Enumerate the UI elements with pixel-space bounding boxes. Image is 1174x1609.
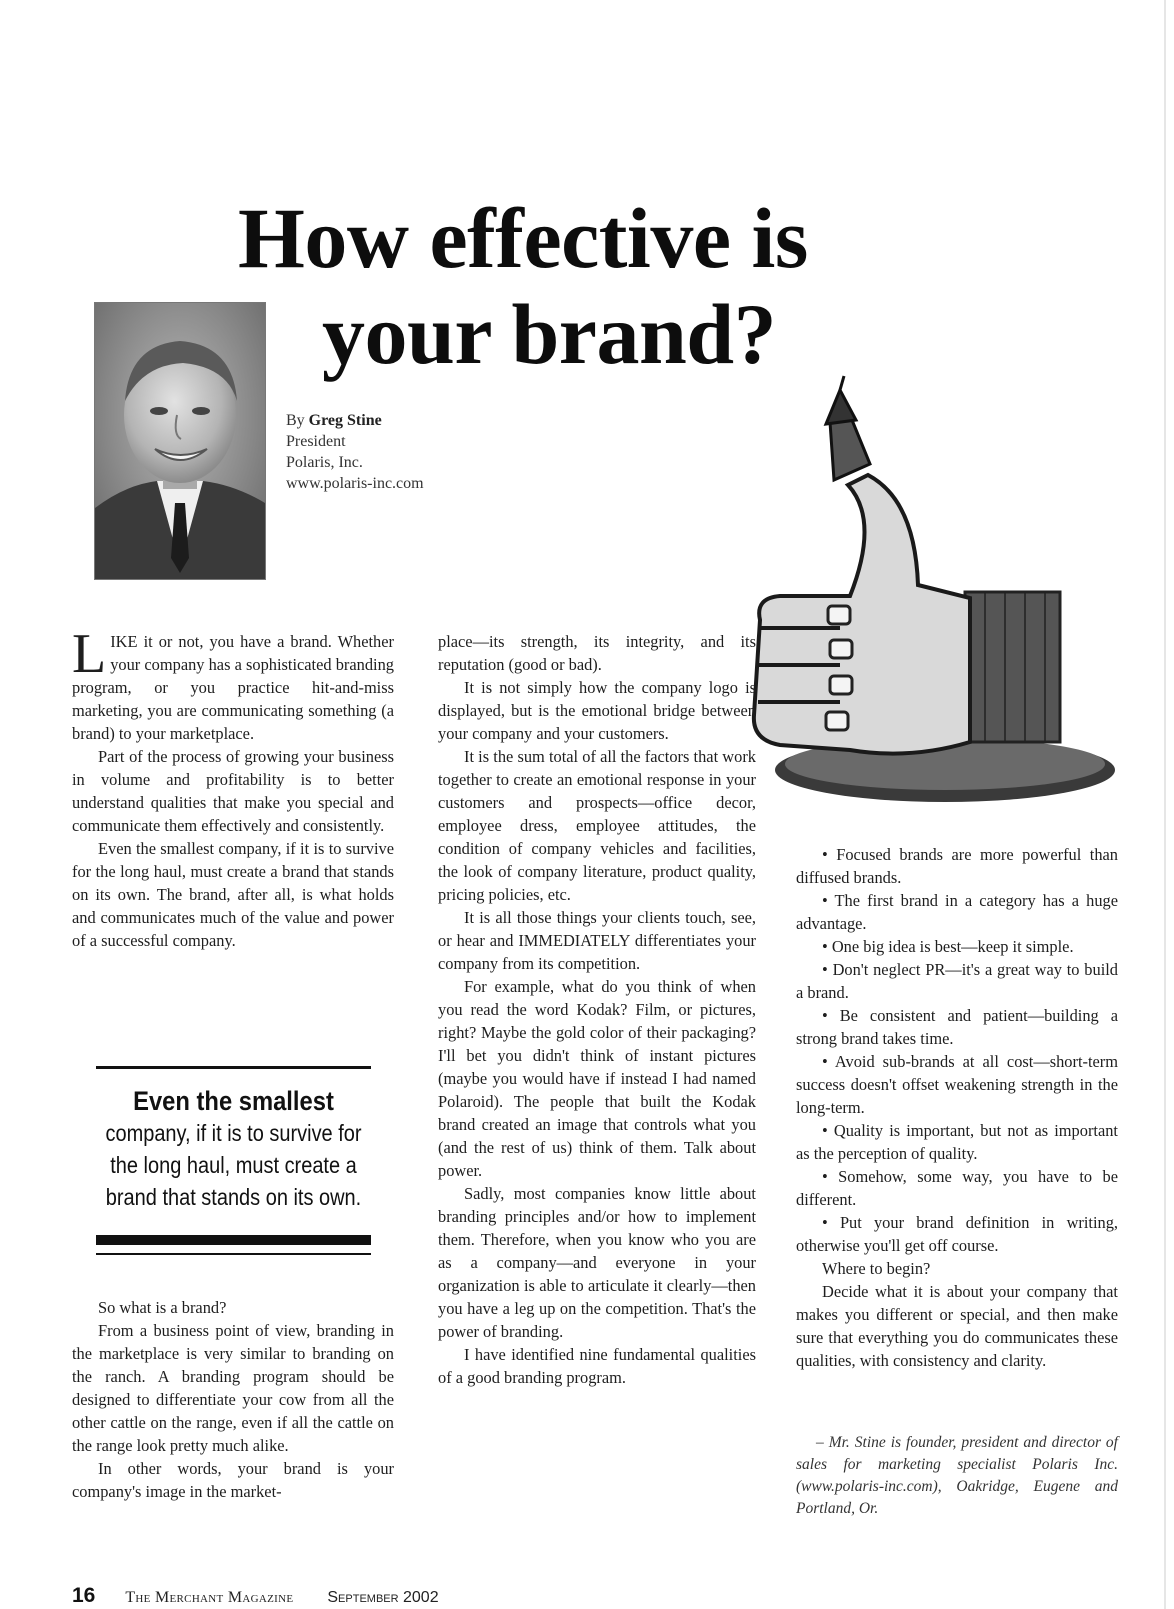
paragraph: In other words, your brand is your company's image in the market- <box>72 1459 394 1501</box>
pull-quote <box>96 1066 371 1255</box>
rule <box>96 1253 371 1255</box>
column-3 <box>796 843 1118 1372</box>
author-credit: – Mr. Stine is founder, president and director of sales for marketing specialist Polaris Inc. (www.polaris-inc.com), Oakridge, Eugene and Portland, Or. <box>796 1434 1118 1517</box>
thumbs-up-icon <box>740 370 1160 810</box>
paragraph: For example, what do you think of when you read the word Kodak? Film, or pictures, right? Maybe the gold color of their packaging? I'll bet you didn't think of instant pictures (maybe you would have if instead I had named Polaroid). The people that built the Kodak brand created an image that controls what you (and the rest of us) think of them. Talk about power. <box>438 977 756 1180</box>
paragraph: I have identified nine fundamental qualities of a good branding program. <box>438 1345 756 1387</box>
page-edge <box>1164 0 1166 1609</box>
paragraph-text: IKE it or not, you have a brand. Whether your company has a sophisticated branding program, or you practice hit-and-miss marketing, you are communicating something (a brand) to your marketplace. <box>72 632 394 743</box>
issue-date: September 2002 <box>327 1589 439 1606</box>
paragraph: It is not simply how the company logo is displayed, but is the emotional bridge between your company and your customers. <box>438 678 756 743</box>
magazine-name: The Merchant Magazine <box>125 1589 294 1606</box>
drop-cap: L <box>72 623 107 685</box>
paragraph: It is all those things your clients touch, see, or hear and IMMEDIATELY differentiates your company from its competition. <box>438 908 756 973</box>
paragraph <box>72 623 394 745</box>
rule <box>96 1235 371 1245</box>
byline-website: www.polaris-inc.com <box>286 475 424 492</box>
article-title <box>238 190 958 382</box>
list-item: • Focused brands are more powerful than diffused brands. <box>796 843 1118 889</box>
paragraph: Sadly, most companies know little about branding principles and/or how to implement them. Therefore, when you know who you are as a company—and everyone in your organization is able to articulate it clearly—then you have a leg up on the competition. That's the power of branding. <box>438 1184 756 1341</box>
byline <box>286 410 424 494</box>
list-item: • Avoid sub-brands at all cost—short-term success doesn't offset weakening strength in the long-term. <box>796 1050 1118 1119</box>
byline-author: Greg Stine <box>308 412 382 429</box>
paragraph: place—its strength, its integrity, and its reputation (good or bad). <box>438 632 756 674</box>
title-line-1: How effective is <box>238 190 808 286</box>
list-item: • Be consistent and patient—building a strong brand takes time. <box>796 1004 1118 1050</box>
title-line-2: your brand? <box>322 286 777 382</box>
byline-prefix: By <box>286 412 305 429</box>
list-item: • Don't neglect PR—it's a great way to build a brand. <box>796 958 1118 1004</box>
pull-quote-body: company, if it is to survive for the long haul, must create a brand that stands on its own. <box>105 1120 362 1210</box>
byline-author-row <box>286 410 424 431</box>
column-1-lower <box>72 1296 394 1503</box>
paragraph: Part of the process of growing your business in volume and profitability is to better understand qualities that make you special and communicate them effectively and consistently. <box>72 747 394 835</box>
list-item: • Put your brand definition in writing, otherwise you'll get off course. <box>796 1211 1118 1257</box>
rule <box>96 1066 371 1069</box>
paragraph: Where to begin? <box>822 1259 931 1278</box>
paragraph: So what is a brand? <box>98 1298 227 1317</box>
paragraph: Decide what it is about your company that makes you different or special, and then make sure that everything you do communicates these qualities, with consistency and clarity. <box>796 1282 1118 1370</box>
page-number: 16 <box>72 1584 96 1607</box>
author-photo <box>94 302 266 580</box>
byline-company: Polaris, Inc. <box>286 454 363 471</box>
branding-qualities-list <box>796 843 1118 1257</box>
column-2 <box>438 630 756 1389</box>
list-item: • One big idea is best—keep it simple. <box>796 935 1118 958</box>
paragraph: From a business point of view, branding in the marketplace is very similar to branding on the ranch. A branding program should be designed to differentiate your cow from all the other cattle on the range, even if all the cattle on the range look pretty much alike. <box>72 1321 394 1455</box>
list-item: • Somehow, some way, you have to be different. <box>796 1165 1118 1211</box>
portrait-photo-icon <box>95 303 265 579</box>
page-footer <box>72 1584 439 1608</box>
list-item: • The first brand in a category has a huge advantage. <box>796 889 1118 935</box>
column-1 <box>72 623 394 952</box>
pull-quote-head: Even the smallest <box>133 1086 334 1116</box>
paragraph: It is the sum total of all the factors that work together to create an emotional response in your customers and prospects—office decor, employee dress, employee attitudes, the condition of company vehicles and facilities, the look of company literature, product quality, pricing policies, etc. <box>438 747 756 904</box>
byline-role: President <box>286 433 346 450</box>
list-item: • Quality is important, but not as important as the perception of quality. <box>796 1119 1118 1165</box>
paragraph: Even the smallest company, if it is to survive for the long haul, must create a brand that stands on its own. The brand, after all, is what holds and communicates much of the value and power of a successful company. <box>72 839 394 950</box>
